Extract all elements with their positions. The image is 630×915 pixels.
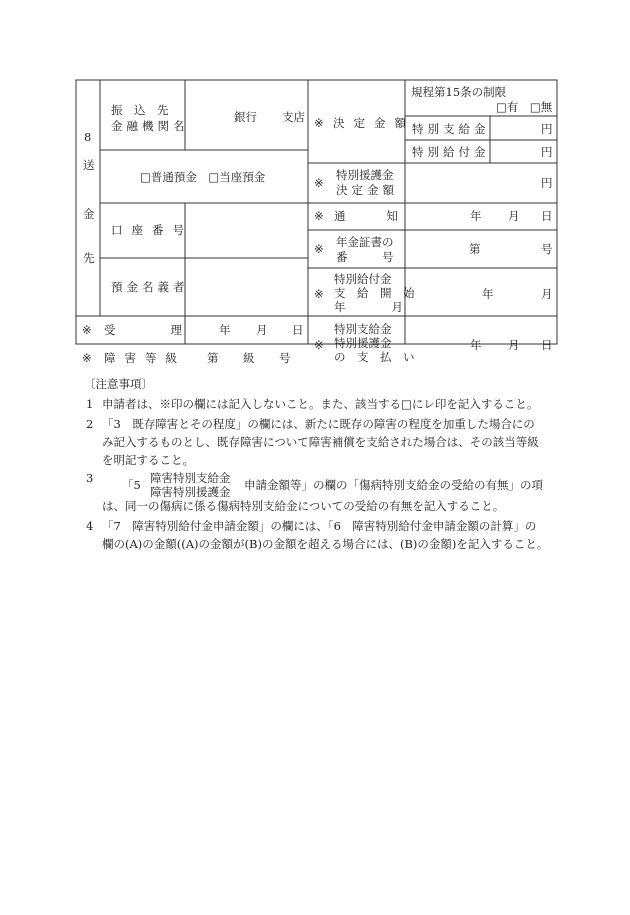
receipt-day: 日 [292, 323, 304, 337]
grade-label: 障害等級 [104, 351, 186, 365]
start-month: 月 [541, 287, 553, 301]
account-number-label: 口座番号 [111, 223, 193, 237]
note-2-line-3: を明記すること。 [102, 453, 194, 467]
section-char-1: 送 [83, 158, 95, 172]
cert-label-line2: 番 号 [336, 250, 394, 264]
note-3-stack-bottom: 障害特別援護金 [150, 485, 231, 499]
start-year: 年 [482, 287, 494, 301]
grade-unit: 級 [243, 351, 255, 365]
decision-mark: ※ [314, 116, 324, 130]
account-holder-label: 預金名義者 [111, 280, 189, 294]
receipt-year: 年 [219, 323, 231, 337]
note-2-number: 2 [86, 417, 94, 431]
bank-label-line2: 金融機関名 [111, 119, 189, 133]
receipt-label: 受 理 [104, 323, 182, 337]
start-mark: ※ [314, 287, 324, 301]
special-payment-yen: 円 [541, 122, 553, 136]
section-number: 8 [84, 130, 92, 144]
cert-label-line1: 年金証書の [336, 235, 394, 249]
notice-mark: ※ [314, 209, 324, 223]
notice-month: 月 [508, 209, 520, 223]
notes-heading: 〔注意事項〕 [84, 377, 153, 391]
payment-mark: ※ [314, 338, 324, 352]
rule-label: 規程第15条の制限 [411, 85, 507, 99]
note-3-number: 3 [86, 471, 94, 485]
start-label-line1: 特別給付金 [334, 272, 392, 286]
special-benefit-label: 特別給付金 [412, 145, 490, 159]
notice-label: 通 知 [334, 209, 398, 223]
payment-month: 月 [508, 338, 520, 352]
section-char-2: 金 [83, 207, 95, 221]
rule-options[interactable]: □有 □無 [496, 100, 553, 114]
support-label-line1: 特別援護金 [336, 168, 394, 182]
notice-year: 年 [470, 209, 482, 223]
special-payment-label: 特別支給金 [412, 122, 490, 136]
note-4-number: 4 [86, 519, 94, 533]
grade-prefix: 第 [207, 351, 219, 365]
special-benefit-yen: 円 [541, 145, 553, 159]
note-4-line-1: 「7 障害特別給付金申請金額」の欄には、「6 障害特別給付金申請金額の計算」の [102, 519, 537, 533]
support-mark: ※ [314, 176, 324, 190]
cert-suffix: 号 [541, 242, 553, 256]
note-3-after-stack: 申請金額等」の欄の「傷病特別支給金の受給の有無」の項 [244, 478, 543, 492]
payment-year: 年 [470, 338, 482, 352]
cert-prefix: 第 [469, 242, 481, 256]
grade-suffix: 号 [279, 351, 291, 365]
payment-day: 日 [541, 338, 553, 352]
notice-day: 日 [541, 209, 553, 223]
note-2-line-1: 「3 既存障害とその程度」の欄には、新たに既存の障害の程度を加重した場合にの [102, 417, 535, 431]
start-label-line2: 支 給 開 始 [334, 286, 415, 300]
note-4-line-2: 欄の(A)の金額((A)の金額が(B)の金額を超える場合には、(B)の金額)を記入すること。 [102, 537, 549, 551]
note-3-line-1: は、同一の傷病に係る傷病特別支給金についての受給の有無を記入すること。 [102, 499, 505, 513]
branch-suffix: 支店 [282, 110, 305, 124]
section-char-3: 先 [83, 251, 95, 265]
cert-mark: ※ [314, 242, 324, 256]
payment-label-line2: 特別援護金 [334, 336, 392, 350]
receipt-month: 月 [256, 323, 268, 337]
bank-label-line1: 振 込 先 [111, 103, 169, 117]
note-3-prefix: 「5 [122, 478, 141, 492]
bank-suffix: 銀行 [234, 110, 257, 124]
note-1-number: 1 [86, 397, 94, 411]
support-label-line2: 決定金額 [336, 183, 398, 197]
note-2-line-2: み記入するものとし、既存障害について障害補償を支給された場合は、その該当等級 [102, 435, 539, 449]
note-3-stack-top: 障害特別支給金 [150, 471, 231, 485]
note-1-line-1: 申請者は、※印の欄には記入しないこと。また、該当する□にレ印を記入すること。 [102, 397, 539, 411]
deposit-type-options[interactable]: □普通預金 □当座預金 [140, 170, 266, 184]
support-yen: 円 [541, 176, 553, 190]
payment-label-line3: の 支 払 い [334, 350, 415, 364]
start-label-line3: 年 月 [334, 300, 403, 314]
receipt-mark: ※ [82, 323, 92, 337]
grade-mark: ※ [82, 351, 92, 365]
payment-label-line1: 特別支給金 [334, 322, 392, 336]
decision-amount-label: 決定金額 [333, 116, 415, 130]
